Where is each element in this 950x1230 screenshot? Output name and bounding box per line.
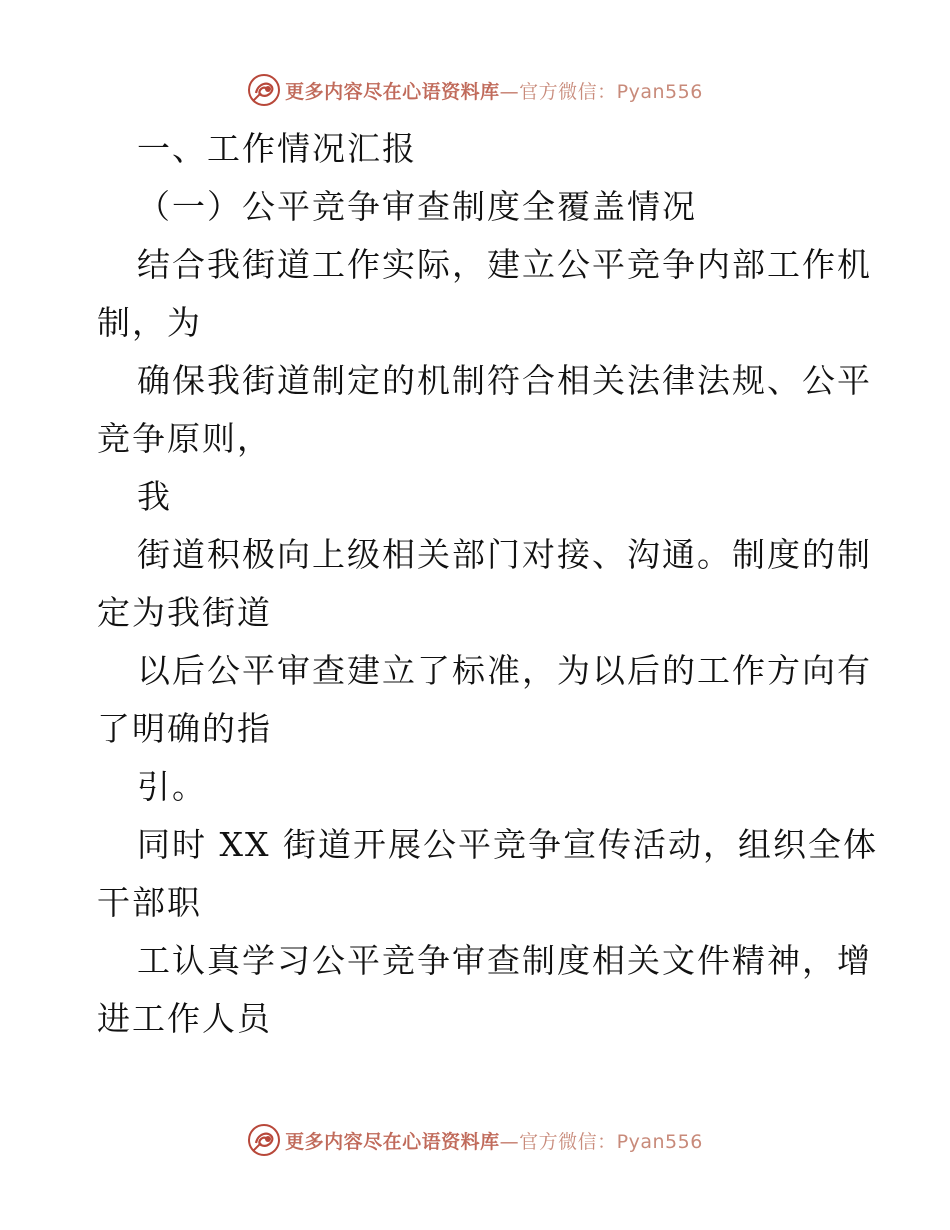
paragraph-line: 制，为 (97, 303, 202, 342)
paragraph-line: 干部职 (97, 883, 202, 922)
paragraph-line: 以后公平审查建立了标准，为以后的工作方向有 (137, 651, 872, 690)
paragraph-line: 进工作人员 (97, 999, 272, 1038)
paragraph-line: 了明确的指 (97, 709, 272, 748)
subsection-heading: （一）公平竞争审查制度全覆盖情况 (137, 187, 697, 226)
paragraph-line: 确保我街道制定的机制符合相关法律法规、公平 (137, 361, 872, 400)
rose-logo-icon (247, 73, 281, 107)
section-heading: 一、工作情况汇报 (137, 129, 417, 168)
rose-logo-icon (247, 1123, 281, 1157)
paragraph-line: 结合我街道工作实际，建立公平竞争内部工作机 (137, 245, 872, 284)
banner-main-text: 更多内容尽在心语资料库 (285, 1130, 500, 1153)
banner-wechat-text: 官方微信：Pyan556 (519, 80, 703, 103)
banner-dash: — (499, 80, 520, 103)
paragraph-line: 定为我街道 (97, 593, 272, 632)
document-body (97, 120, 878, 1048)
paragraph-line: 竞争原则， (97, 419, 272, 458)
banner-dash: — (499, 1130, 520, 1153)
paragraph-line: 工认真学习公平竞争审查制度相关文件精神，增 (137, 941, 872, 980)
header-banner (0, 70, 950, 110)
footer-banner (0, 1120, 950, 1160)
paragraph-line: 引。 (137, 767, 207, 806)
banner-wechat-text: 官方微信：Pyan556 (519, 1130, 703, 1153)
banner-main-text: 更多内容尽在心语资料库 (285, 80, 500, 103)
paragraph-line: 我 (137, 477, 172, 516)
paragraph-line: 同时 XX 街道开展公平竞争宣传活动，组织全体 (137, 825, 878, 864)
paragraph-line: 街道积极向上级相关部门对接、沟通。制度的制 (137, 535, 872, 574)
